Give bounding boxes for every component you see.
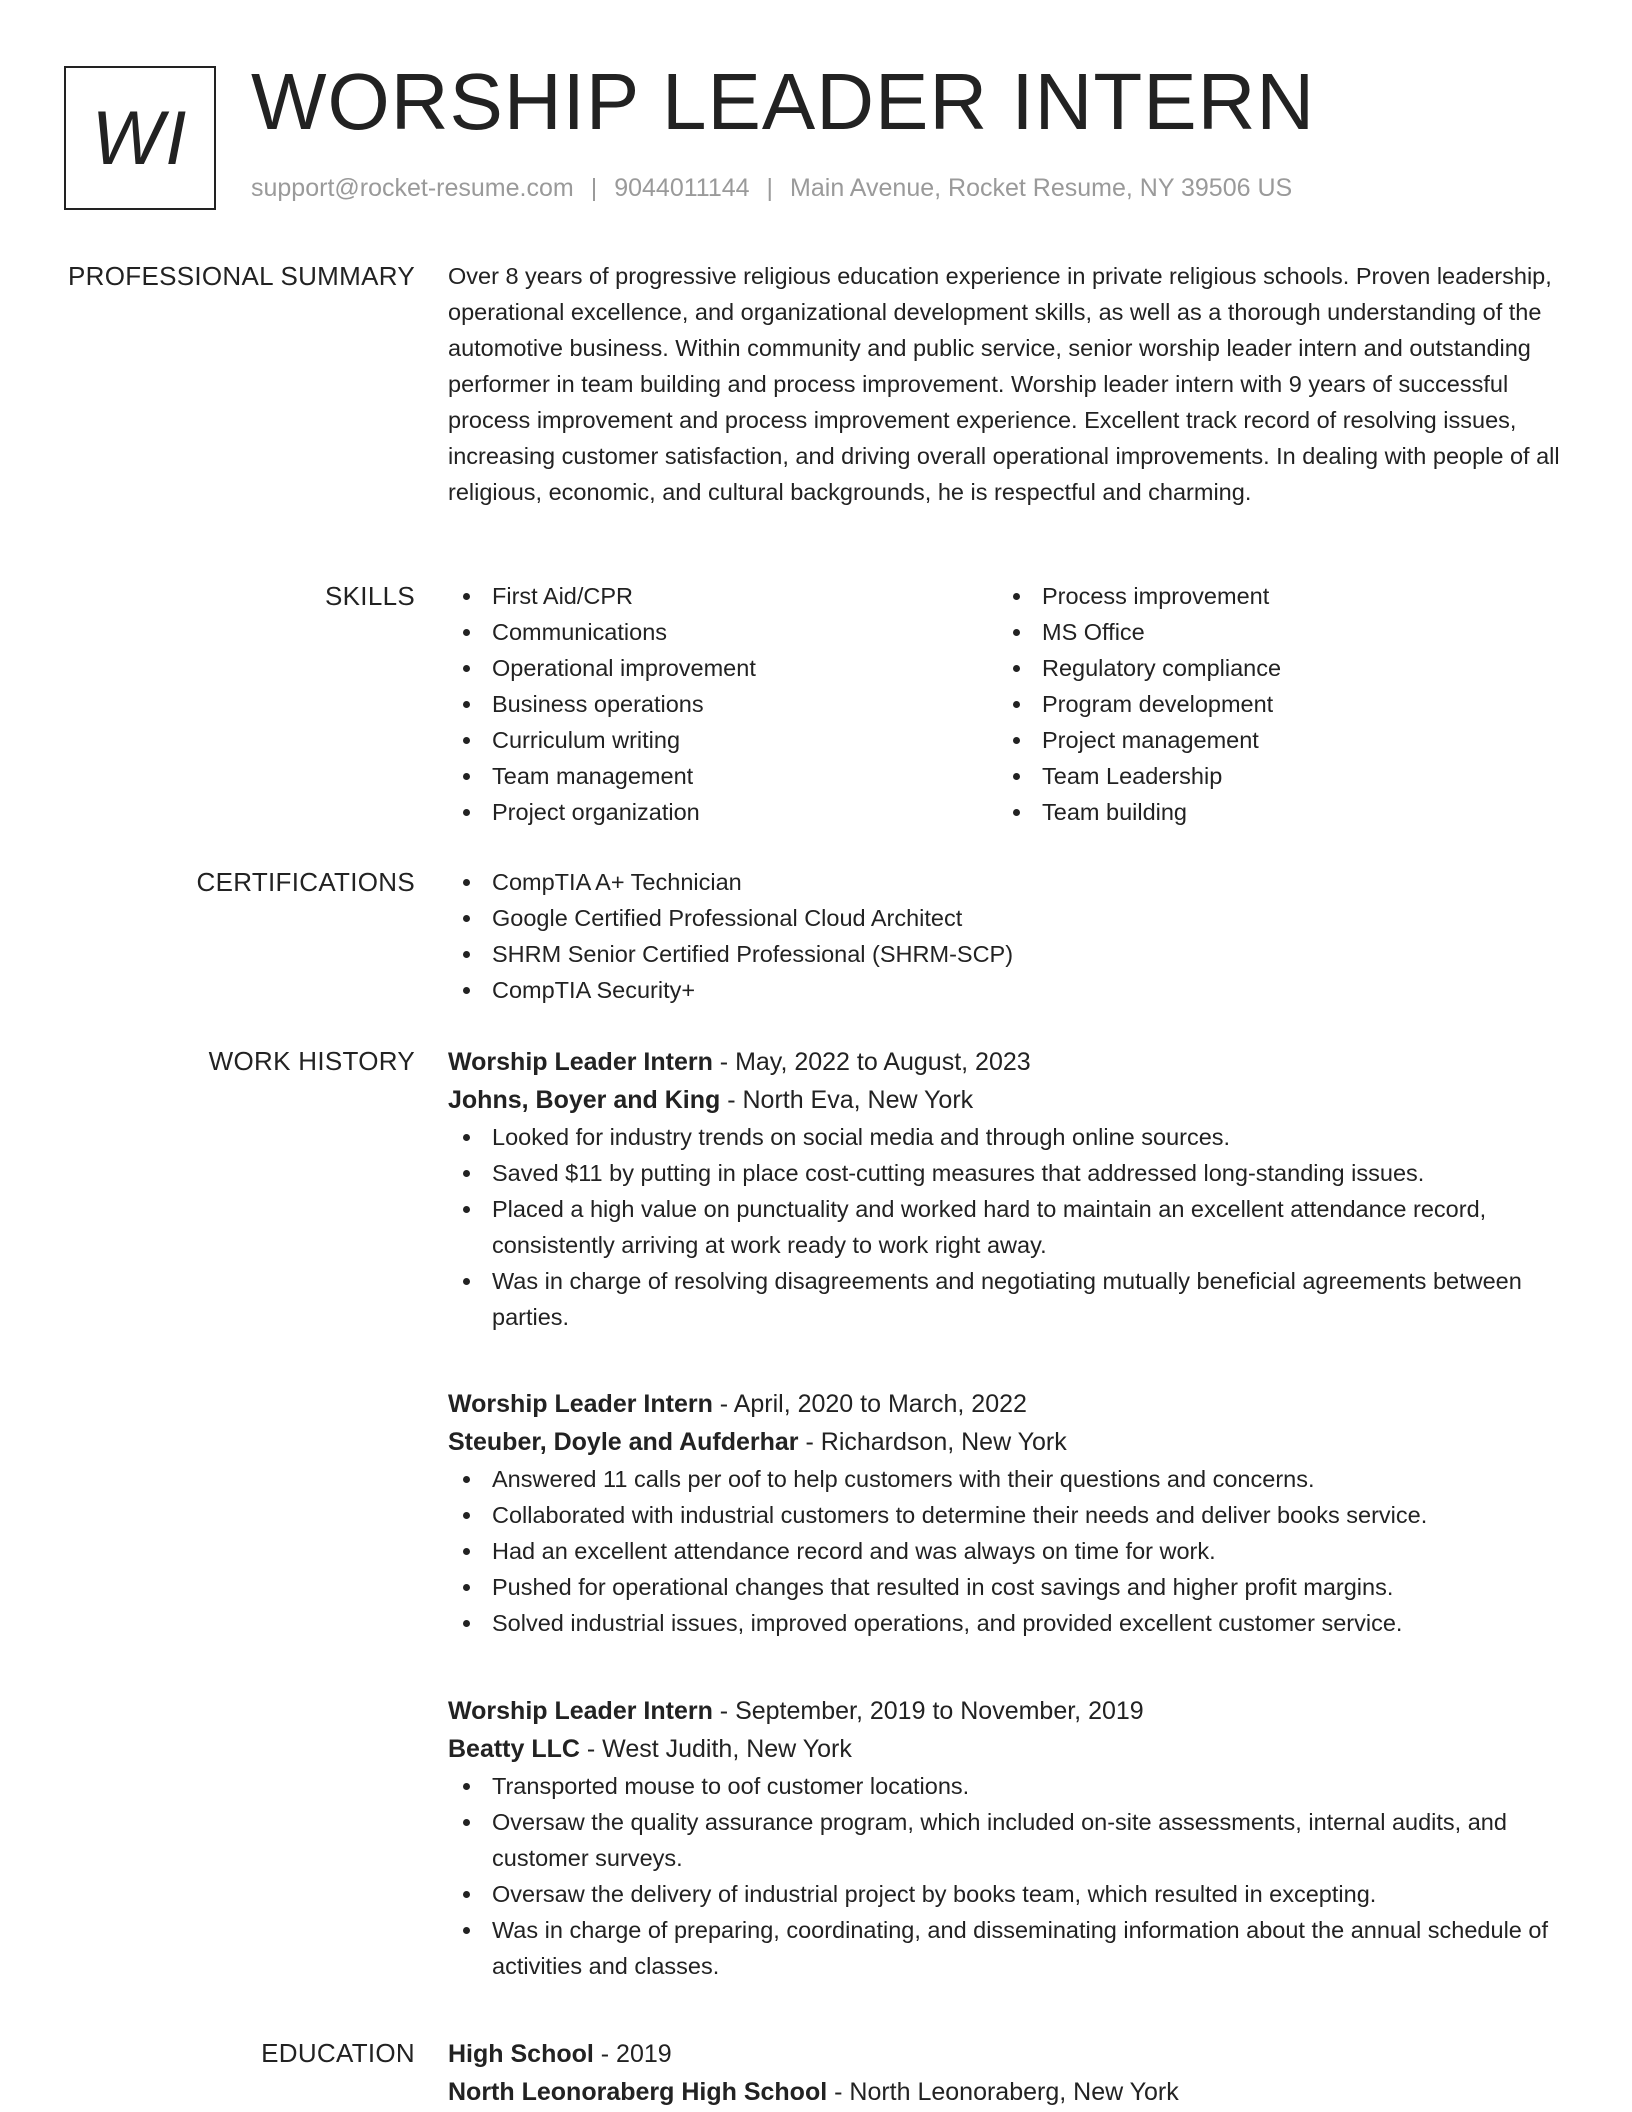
job-duty: Pushed for operational changes that resulted in cost savings and higher profit margins. <box>448 1569 1568 1605</box>
job-location: - Richardson, New York <box>798 1428 1067 1456</box>
job-title-line <box>448 1385 1568 1423</box>
contact-phone: 9044011144 <box>614 174 750 202</box>
job-duty: Placed a high value on punctuality and worked hard to maintain an excellent attendance record, consistently arriving at work ready to work right away. <box>448 1191 1568 1263</box>
certification-item: SHRM Senior Certified Professional (SHRM-SCP) <box>448 936 1568 972</box>
job-duty: Oversaw the delivery of industrial project by books team, which resulted in excepting. <box>448 1876 1568 1912</box>
contact-separator: | <box>590 174 598 202</box>
job-entry <box>448 1385 1568 1641</box>
job-company-line <box>448 1423 1568 1461</box>
contact-line <box>251 174 1292 203</box>
education-school-line <box>448 2073 1568 2111</box>
contact-address: Main Avenue, Rocket Resume, NY 39506 US <box>790 174 1293 202</box>
contact-separator: | <box>766 174 774 202</box>
skill-item: MS Office <box>998 614 1548 650</box>
skills-list-left <box>448 578 998 830</box>
section-label-skills: SKILLS <box>325 581 415 611</box>
job-company: Beatty LLC <box>448 1735 580 1763</box>
job-title: Worship Leader Intern <box>448 1048 713 1076</box>
job-duty: Collaborated with industrial customers to determine their needs and deliver books service. <box>448 1497 1568 1533</box>
resume-header <box>64 57 1564 210</box>
education-location: - North Leonoraberg, New York <box>827 2078 1179 2106</box>
education-degree-line <box>448 2035 1568 2073</box>
certification-item: Google Certified Professional Cloud Architect <box>448 900 1568 936</box>
job-duties-list <box>448 1119 1568 1335</box>
job-duty: Saved $11 by putting in place cost-cutting measures that addressed long-standing issues. <box>448 1155 1568 1191</box>
job-dates: - May, 2022 to August, 2023 <box>712 1048 1031 1076</box>
skill-item: Project management <box>998 722 1548 758</box>
job-duty: Transported mouse to oof customer locations. <box>448 1768 1568 1804</box>
skill-item: Project organization <box>448 794 998 830</box>
skill-item: Curriculum writing <box>448 722 998 758</box>
skill-item: Process improvement <box>998 578 1548 614</box>
job-dates: - April, 2020 to March, 2022 <box>712 1390 1027 1418</box>
job-company: Johns, Boyer and King <box>448 1086 721 1114</box>
certification-item: CompTIA Security+ <box>448 972 1568 1008</box>
section-label-summary: PROFESSIONAL SUMMARY <box>68 261 415 291</box>
job-entry <box>448 1692 1568 1984</box>
job-entry <box>448 1043 1568 1335</box>
education-degree: High School <box>448 2040 594 2068</box>
contact-email: support@rocket-resume.com <box>251 174 574 202</box>
monogram-logo: WI <box>64 66 216 210</box>
job-duty: Solved industrial issues, improved operations, and provided excellent customer service. <box>448 1605 1568 1641</box>
skill-item: Team Leadership <box>998 758 1548 794</box>
job-duty: Looked for industry trends on social media and through online sources. <box>448 1119 1568 1155</box>
skill-item: Communications <box>448 614 998 650</box>
section-label-certifications: CERTIFICATIONS <box>196 867 415 897</box>
job-location: - West Judith, New York <box>579 1735 852 1763</box>
skill-item: Operational improvement <box>448 650 998 686</box>
summary-text: Over 8 years of progressive religious education experience in private religious schools. Proven leadership, operational excellence, and organizational development skills, as well as a thorough understanding of the automotive business. Within community and public service, senior worship leader intern and outstanding performer in team building and process improvement. Worship leader intern with 9 years of successful process improvement and process improvement experience. Excellent track record of resolving issues, increasing customer satisfaction, and driving overall operational improvements. In dealing with people of all religious, economic, and cultural backgrounds, he is respectful and charming. <box>448 263 1560 505</box>
section-label-education: EDUCATION <box>261 2038 415 2068</box>
education-year: - 2019 <box>593 2040 672 2068</box>
job-title: Worship Leader Intern <box>448 1697 713 1725</box>
job-location: - North Eva, New York <box>720 1086 974 1114</box>
skill-item: First Aid/CPR <box>448 578 998 614</box>
skill-item: Regulatory compliance <box>998 650 1548 686</box>
skill-item: Team building <box>998 794 1548 830</box>
job-title-line <box>448 1692 1568 1730</box>
job-duties-list <box>448 1768 1568 1984</box>
job-duties-list <box>448 1461 1568 1641</box>
job-duty: Answered 11 calls per oof to help customers with their questions and concerns. <box>448 1461 1568 1497</box>
certification-item: CompTIA A+ Technician <box>448 864 1568 900</box>
page-title: WORSHIP LEADER INTERN <box>251 57 1316 146</box>
job-duty: Oversaw the quality assurance program, which included on-site assessments, internal audits, and customer surveys. <box>448 1804 1568 1876</box>
job-duty: Was in charge of preparing, coordinating, and disseminating information about the annual schedule of activities and classes. <box>448 1912 1568 1984</box>
certifications-list <box>448 864 1568 1008</box>
job-company: Steuber, Doyle and Aufderhar <box>448 1428 799 1456</box>
job-title: Worship Leader Intern <box>448 1390 713 1418</box>
job-title-line <box>448 1043 1568 1081</box>
section-label-work-history: WORK HISTORY <box>208 1046 415 1076</box>
skills-list-right <box>998 578 1548 830</box>
education-school: North Leonoraberg High School <box>448 2078 828 2106</box>
job-company-line <box>448 1730 1568 1768</box>
job-duty: Was in charge of resolving disagreements and negotiating mutually beneficial agreements between parties. <box>448 1263 1568 1335</box>
job-dates: - September, 2019 to November, 2019 <box>712 1697 1144 1725</box>
job-company-line <box>448 1081 1568 1119</box>
skill-item: Business operations <box>448 686 998 722</box>
skill-item: Team management <box>448 758 998 794</box>
skill-item: Program development <box>998 686 1548 722</box>
job-duty: Had an excellent attendance record and was always on time for work. <box>448 1533 1568 1569</box>
